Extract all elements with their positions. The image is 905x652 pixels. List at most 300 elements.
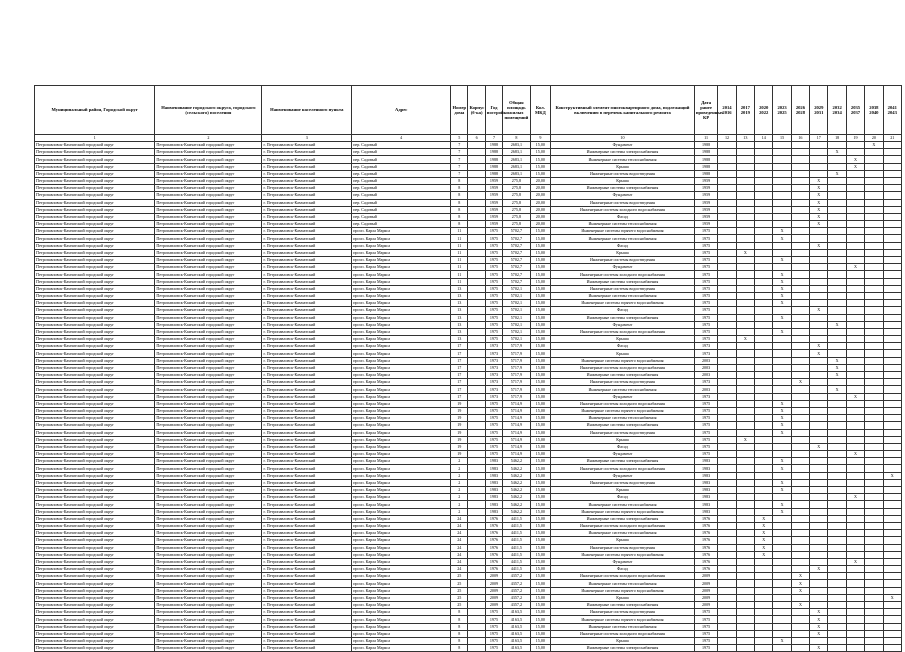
period-cell-12 <box>718 645 736 652</box>
element-cell: Инженерные системы холодного водоснабжения <box>551 465 695 472</box>
count-cell: 15,00 <box>530 242 550 249</box>
period-cell-12 <box>718 451 736 458</box>
address-cell: просп. Карла Маркса <box>352 580 451 587</box>
build-year-cell: 1975 <box>485 321 502 328</box>
count-cell: 15,00 <box>530 228 550 235</box>
locality-cell: г. Петропавловск-Камчатский <box>262 249 352 256</box>
district-cell: Петропавловск-Камчатский городской округ <box>35 213 155 220</box>
period-cell-19 <box>846 379 864 386</box>
period-cell-18 <box>828 278 846 285</box>
district-cell: Петропавловск-Камчатский городской округ <box>35 479 155 486</box>
house-number-cell: 8 <box>451 645 468 652</box>
period-cell-18 <box>828 458 846 465</box>
period-cell-12 <box>718 177 736 184</box>
period-cell-21 <box>883 364 901 371</box>
period-cell-14 <box>755 321 773 328</box>
period-cell-15 <box>773 192 791 199</box>
period-cell-16 <box>791 177 809 184</box>
period-cell-14 <box>755 501 773 508</box>
period-cell-20 <box>865 494 883 501</box>
period-cell-17 <box>810 465 828 472</box>
period-cell-13 <box>736 242 754 249</box>
settlement-cell: Петропавловск-Камчатский городской округ <box>155 637 262 644</box>
settlement-cell: Петропавловск-Камчатский городской округ <box>155 364 262 371</box>
period-cell-19 <box>846 422 864 429</box>
settlement-cell: Петропавловск-Камчатский городской округ <box>155 465 262 472</box>
district-cell: Петропавловск-Камчатский городской округ <box>35 472 155 479</box>
column-number-19: 19 <box>846 135 864 142</box>
header-col-2: Наименование городского округа, городского (сельского) поселения <box>155 86 262 135</box>
period-cell-18 <box>828 415 846 422</box>
period-cell-15: X <box>773 465 791 472</box>
build-year-cell: 1973 <box>485 357 502 364</box>
build-year-cell: 1959 <box>485 177 502 184</box>
address-cell: просп. Карла Маркса <box>352 501 451 508</box>
table-row <box>35 364 902 371</box>
period-cell-21 <box>883 623 901 630</box>
period-cell-16 <box>791 228 809 235</box>
period-cell-21 <box>883 292 901 299</box>
period-cell-18 <box>828 379 846 386</box>
building-cell <box>468 142 485 149</box>
building-cell <box>468 249 485 256</box>
address-cell: пер. Садовый <box>352 149 451 156</box>
period-cell-17 <box>810 472 828 479</box>
period-cell-20 <box>865 479 883 486</box>
period-cell-16 <box>791 415 809 422</box>
locality-cell: г. Петропавловск-Камчатский <box>262 443 352 450</box>
period-cell-15 <box>773 357 791 364</box>
locality-cell: г. Петропавловск-Камчатский <box>262 364 352 371</box>
last-repair-cell: 1976 <box>694 530 717 537</box>
period-cell-20 <box>865 451 883 458</box>
settlement-cell: Петропавловск-Камчатский городской округ <box>155 307 262 314</box>
settlement-cell: Петропавловск-Камчатский городской округ <box>155 623 262 630</box>
period-cell-16 <box>791 156 809 163</box>
last-repair-cell: 1975 <box>694 271 717 278</box>
locality-cell: г. Петропавловск-Камчатский <box>262 451 352 458</box>
house-number-cell: 19 <box>451 415 468 422</box>
period-cell-21 <box>883 393 901 400</box>
district-cell: Петропавловск-Камчатский городской округ <box>35 393 155 400</box>
count-cell: 15,00 <box>530 458 550 465</box>
address-cell: просп. Карла Маркса <box>352 551 451 558</box>
period-cell-18 <box>828 228 846 235</box>
area-cell: 2683,1 <box>503 156 531 163</box>
period-cell-17 <box>810 522 828 529</box>
period-cell-20 <box>865 609 883 616</box>
table-row <box>35 415 902 422</box>
period-cell-17: X <box>810 609 828 616</box>
period-cell-15: X <box>773 407 791 414</box>
district-cell: Петропавловск-Камчатский городской округ <box>35 637 155 644</box>
count-cell: 15,00 <box>530 249 550 256</box>
table-row <box>35 594 902 601</box>
table-row <box>35 537 902 544</box>
period-cell-17: X <box>810 307 828 314</box>
house-number-cell: 8 <box>451 221 468 228</box>
period-cell-17 <box>810 558 828 565</box>
table-row <box>35 307 902 314</box>
period-cell-12 <box>718 149 736 156</box>
period-cell-21 <box>883 645 901 652</box>
header-col-6: Корпус (б-ка) <box>468 86 485 135</box>
period-cell-20 <box>865 530 883 537</box>
last-repair-cell: 1976 <box>694 551 717 558</box>
area-cell: 4357,2 <box>503 573 531 580</box>
period-cell-21 <box>883 515 901 522</box>
column-number-5: 5 <box>451 135 468 142</box>
count-cell: 15,00 <box>530 357 550 364</box>
address-cell: просп. Карла Маркса <box>352 343 451 350</box>
area-cell: 5714,9 <box>503 436 531 443</box>
period-cell-12 <box>718 407 736 414</box>
period-cell-18 <box>828 501 846 508</box>
settlement-cell: Петропавловск-Камчатский городской округ <box>155 587 262 594</box>
settlement-cell: Петропавловск-Камчатский городской округ <box>155 185 262 192</box>
last-repair-cell: 1988 <box>694 170 717 177</box>
build-year-cell: 1975 <box>485 336 502 343</box>
district-cell: Петропавловск-Камчатский городской округ <box>35 522 155 529</box>
period-cell-12 <box>718 386 736 393</box>
build-year-cell: 1959 <box>485 199 502 206</box>
period-cell-18 <box>828 292 846 299</box>
period-cell-16 <box>791 372 809 379</box>
last-repair-cell: 2009 <box>694 587 717 594</box>
settlement-cell: Петропавловск-Камчатский городской округ <box>155 544 262 551</box>
period-cell-21 <box>883 443 901 450</box>
table-row <box>35 501 902 508</box>
header-col-17: 2029 2031 <box>810 86 828 135</box>
period-cell-13 <box>736 443 754 450</box>
period-cell-12 <box>718 163 736 170</box>
period-cell-15: X <box>773 422 791 429</box>
building-cell <box>468 372 485 379</box>
period-cell-20 <box>865 213 883 220</box>
build-year-cell: 1988 <box>485 170 502 177</box>
period-cell-13 <box>736 537 754 544</box>
settlement-cell: Петропавловск-Камчатский городской округ <box>155 350 262 357</box>
area-cell: 5462,2 <box>503 501 531 508</box>
address-cell: просп. Карла Маркса <box>352 451 451 458</box>
period-cell-17 <box>810 278 828 285</box>
building-cell <box>468 278 485 285</box>
district-cell: Петропавловск-Камчатский городской округ <box>35 436 155 443</box>
period-cell-17: X <box>810 443 828 450</box>
period-cell-15 <box>773 393 791 400</box>
house-number-cell: 13 <box>451 307 468 314</box>
count-cell: 20,00 <box>530 213 550 220</box>
period-cell-15 <box>773 594 791 601</box>
house-number-cell: 2 <box>451 508 468 515</box>
period-cell-13 <box>736 142 754 149</box>
count-cell: 15,00 <box>530 443 550 450</box>
period-cell-14 <box>755 307 773 314</box>
house-number-cell: 17 <box>451 350 468 357</box>
last-repair-cell: 1976 <box>694 515 717 522</box>
table-row <box>35 271 902 278</box>
settlement-cell: Петропавловск-Камчатский городской округ <box>155 314 262 321</box>
count-cell: 15,00 <box>530 623 550 630</box>
period-cell-20 <box>865 292 883 299</box>
period-cell-14 <box>755 185 773 192</box>
house-number-cell: 24 <box>451 522 468 529</box>
period-cell-17 <box>810 508 828 515</box>
period-cell-19 <box>846 300 864 307</box>
building-cell <box>468 379 485 386</box>
period-cell-12 <box>718 393 736 400</box>
period-cell-13 <box>736 170 754 177</box>
period-cell-12 <box>718 249 736 256</box>
period-cell-21 <box>883 199 901 206</box>
period-cell-16 <box>791 436 809 443</box>
build-year-cell: 1976 <box>485 522 502 529</box>
period-cell-18 <box>828 602 846 609</box>
count-cell: 15,00 <box>530 300 550 307</box>
period-cell-13 <box>736 551 754 558</box>
period-cell-19: X <box>846 494 864 501</box>
period-cell-20 <box>865 400 883 407</box>
building-cell <box>468 300 485 307</box>
last-repair-cell: 1975 <box>694 616 717 623</box>
period-cell-15 <box>773 177 791 184</box>
locality-cell: г. Петропавловск-Камчатский <box>262 228 352 235</box>
period-cell-16 <box>791 213 809 220</box>
house-number-cell: 8 <box>451 213 468 220</box>
period-cell-19 <box>846 235 864 242</box>
build-year-cell: 1975 <box>485 400 502 407</box>
building-cell <box>468 415 485 422</box>
period-cell-14 <box>755 436 773 443</box>
district-cell: Петропавловск-Камчатский городской округ <box>35 594 155 601</box>
period-cell-12 <box>718 508 736 515</box>
build-year-cell: 1973 <box>485 386 502 393</box>
build-year-cell: 1983 <box>485 465 502 472</box>
period-cell-16 <box>791 501 809 508</box>
period-cell-15 <box>773 372 791 379</box>
period-cell-18 <box>828 487 846 494</box>
last-repair-cell: 1959 <box>694 199 717 206</box>
count-cell: 15,00 <box>530 285 550 292</box>
period-cell-16 <box>791 300 809 307</box>
count-cell: 15,00 <box>530 142 550 149</box>
locality-cell: г. Петропавловск-Камчатский <box>262 163 352 170</box>
period-cell-20 <box>865 350 883 357</box>
address-cell: просп. Карла Маркса <box>352 300 451 307</box>
locality-cell: г. Петропавловск-Камчатский <box>262 264 352 271</box>
period-cell-16 <box>791 494 809 501</box>
element-cell: Фасад <box>551 242 695 249</box>
last-repair-cell: 2003 <box>694 386 717 393</box>
build-year-cell: 1975 <box>485 264 502 271</box>
locality-cell: г. Петропавловск-Камчатский <box>262 508 352 515</box>
period-cell-15 <box>773 494 791 501</box>
header-col-16: 2026 2028 <box>791 86 809 135</box>
house-number-cell: 8 <box>451 630 468 637</box>
period-cell-16 <box>791 558 809 565</box>
build-year-cell: 1973 <box>485 372 502 379</box>
period-cell-20 <box>865 379 883 386</box>
locality-cell: г. Петропавловск-Камчатский <box>262 321 352 328</box>
period-cell-15 <box>773 573 791 580</box>
period-cell-13 <box>736 285 754 292</box>
district-cell: Петропавловск-Камчатский городской округ <box>35 185 155 192</box>
settlement-cell: Петропавловск-Камчатский городской округ <box>155 580 262 587</box>
area-cell: 5462,2 <box>503 465 531 472</box>
area-cell: 4163,5 <box>503 609 531 616</box>
column-number-8: 8 <box>503 135 531 142</box>
period-cell-20 <box>865 307 883 314</box>
period-cell-12 <box>718 558 736 565</box>
column-number-12: 12 <box>718 135 736 142</box>
period-cell-15: X <box>773 637 791 644</box>
period-cell-15 <box>773 386 791 393</box>
register-body <box>35 142 902 652</box>
period-cell-14 <box>755 170 773 177</box>
count-cell: 15,00 <box>530 328 550 335</box>
period-cell-16: X <box>791 587 809 594</box>
period-cell-12 <box>718 156 736 163</box>
period-cell-14 <box>755 271 773 278</box>
period-cell-13 <box>736 328 754 335</box>
last-repair-cell: 1975 <box>694 623 717 630</box>
period-cell-12 <box>718 221 736 228</box>
period-cell-14 <box>755 645 773 652</box>
period-cell-16 <box>791 407 809 414</box>
period-cell-12 <box>718 314 736 321</box>
house-number-cell: 25 <box>451 573 468 580</box>
period-cell-21 <box>883 343 901 350</box>
address-cell: просп. Карла Маркса <box>352 264 451 271</box>
house-number-cell: 17 <box>451 379 468 386</box>
period-cell-14 <box>755 292 773 299</box>
build-year-cell: 1975 <box>485 443 502 450</box>
table-row <box>35 458 902 465</box>
table-row <box>35 242 902 249</box>
area-cell: 275,8 <box>503 206 531 213</box>
last-repair-cell: 2009 <box>694 573 717 580</box>
period-cell-15 <box>773 544 791 551</box>
period-cell-20 <box>865 221 883 228</box>
locality-cell: г. Петропавловск-Камчатский <box>262 328 352 335</box>
last-repair-cell: 1983 <box>694 487 717 494</box>
address-cell: просп. Карла Маркса <box>352 494 451 501</box>
period-cell-19 <box>846 149 864 156</box>
area-cell: 2683,1 <box>503 149 531 156</box>
period-cell-13 <box>736 451 754 458</box>
period-cell-18 <box>828 350 846 357</box>
period-cell-18 <box>828 328 846 335</box>
period-cell-14 <box>755 249 773 256</box>
address-cell: просп. Карла Маркса <box>352 357 451 364</box>
period-cell-12 <box>718 372 736 379</box>
area-cell: 5702,1 <box>503 285 531 292</box>
house-number-cell: 8 <box>451 616 468 623</box>
element-cell: Фундамент <box>551 264 695 271</box>
area-cell: 5462,2 <box>503 494 531 501</box>
building-cell <box>468 235 485 242</box>
settlement-cell: Петропавловск-Камчатский городской округ <box>155 206 262 213</box>
period-cell-17 <box>810 407 828 414</box>
period-cell-15: X <box>773 328 791 335</box>
period-cell-18 <box>828 307 846 314</box>
settlement-cell: Петропавловск-Камчатский городской округ <box>155 472 262 479</box>
column-number-4: 4 <box>352 135 451 142</box>
period-cell-21 <box>883 163 901 170</box>
locality-cell: г. Петропавловск-Камчатский <box>262 386 352 393</box>
build-year-cell: 1988 <box>485 149 502 156</box>
header-col-15: 2023 2025 <box>773 86 791 135</box>
period-cell-13 <box>736 156 754 163</box>
locality-cell: г. Петропавловск-Камчатский <box>262 645 352 652</box>
period-cell-13 <box>736 573 754 580</box>
address-cell: просп. Карла Маркса <box>352 328 451 335</box>
period-cell-21 <box>883 314 901 321</box>
last-repair-cell: 2003 <box>694 372 717 379</box>
house-number-cell: 19 <box>451 400 468 407</box>
period-cell-12 <box>718 213 736 220</box>
period-cell-15 <box>773 242 791 249</box>
period-cell-18 <box>828 221 846 228</box>
period-cell-19 <box>846 443 864 450</box>
area-cell: 4411,5 <box>503 566 531 573</box>
district-cell: Петропавловск-Камчатский городской округ <box>35 501 155 508</box>
locality-cell: г. Петропавловск-Камчатский <box>262 142 352 149</box>
period-cell-17 <box>810 393 828 400</box>
period-cell-14 <box>755 242 773 249</box>
period-cell-21: X <box>883 472 901 479</box>
period-cell-13 <box>736 221 754 228</box>
settlement-cell: Петропавловск-Камчатский городской округ <box>155 616 262 623</box>
period-cell-21 <box>883 185 901 192</box>
table-row <box>35 192 902 199</box>
address-cell: просп. Карла Маркса <box>352 630 451 637</box>
element-cell: Инженерные системы электроснабжения <box>551 422 695 429</box>
element-cell: Крыша <box>551 336 695 343</box>
address-cell: просп. Карла Маркса <box>352 522 451 529</box>
count-cell: 15,00 <box>530 321 550 328</box>
element-cell: Инженерные системы холодного водоснабжения <box>551 364 695 371</box>
table-row <box>35 587 902 594</box>
period-cell-12 <box>718 142 736 149</box>
table-row <box>35 465 902 472</box>
table-row <box>35 479 902 486</box>
period-cell-20 <box>865 336 883 343</box>
address-cell: просп. Карла Маркса <box>352 350 451 357</box>
settlement-cell: Петропавловск-Камчатский городской округ <box>155 451 262 458</box>
period-cell-18 <box>828 645 846 652</box>
table-row <box>35 494 902 501</box>
period-cell-15 <box>773 522 791 529</box>
period-cell-21 <box>883 271 901 278</box>
period-cell-14 <box>755 630 773 637</box>
period-cell-12 <box>718 602 736 609</box>
period-cell-15: X <box>773 479 791 486</box>
element-cell: Фундамент <box>551 142 695 149</box>
area-cell: 2683,1 <box>503 170 531 177</box>
house-number-cell: 13 <box>451 300 468 307</box>
period-cell-19 <box>846 616 864 623</box>
address-cell: просп. Карла Маркса <box>352 558 451 565</box>
period-cell-20 <box>865 551 883 558</box>
period-cell-18 <box>828 587 846 594</box>
element-cell: Инженерные системы электроснабжения <box>551 645 695 652</box>
period-cell-21 <box>883 451 901 458</box>
address-cell: просп. Карла Маркса <box>352 530 451 537</box>
build-year-cell: 2009 <box>485 602 502 609</box>
building-cell <box>468 609 485 616</box>
period-cell-13 <box>736 522 754 529</box>
